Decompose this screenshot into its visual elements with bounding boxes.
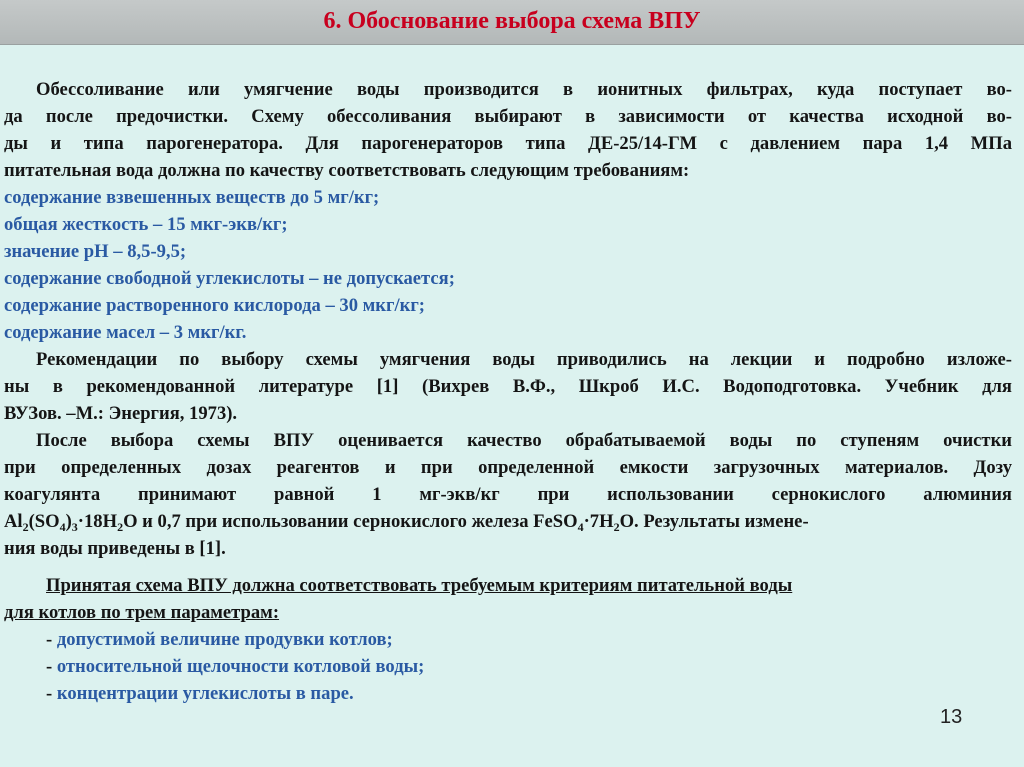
requirement-item: содержание взвешенных веществ до 5 мг/кг; bbox=[4, 187, 380, 208]
formula-sub: 4 bbox=[577, 520, 584, 534]
formula-line bbox=[4, 508, 1012, 535]
intro-line: питательная вода должна по качеству соответствовать следующим требованиям: bbox=[4, 160, 690, 181]
requirement-item: общая жесткость – 15 мкг-экв/кг; bbox=[4, 214, 288, 235]
requirement-item: содержание растворенного кислорода – 30 мкг/кг; bbox=[4, 295, 425, 316]
criterion-item bbox=[46, 626, 1012, 653]
intro-line: да после предочистки. Схему обессоливания выбирают в зависимости от качества исходной во- bbox=[4, 106, 1012, 127]
requirement-item: содержание масел – 3 мкг/кг. bbox=[4, 322, 247, 343]
accepted-line: Принятая схема ВПУ должна соответствовать требуемым критериям питательной воды bbox=[46, 575, 793, 596]
recommend-line: Рекомендации по выбору схемы умягчения воды приводились на лекции и подробно изложе- bbox=[36, 349, 1012, 370]
intro-line: Обессоливание или умягчение воды производится в ионитных фильтрах, куда поступает во- bbox=[36, 79, 1012, 100]
quality-line: После выбора схемы ВПУ оценивается качество обрабатываемой воды по ступеням очистки bbox=[36, 430, 1012, 451]
criterion-text: допустимой величине продувки котлов; bbox=[56, 629, 393, 650]
formula-sub: 4 bbox=[59, 520, 66, 534]
quality-line: при определенных дозах реагентов и при определенной емкости загрузочных материалов. Дозу bbox=[4, 457, 1012, 478]
criterion-dash: - bbox=[46, 683, 53, 704]
formula-sub: 3 bbox=[71, 520, 78, 534]
recommend-line: ВУЗов. –М.: Энергия, 1973). bbox=[4, 403, 238, 424]
page-number: 13 bbox=[940, 706, 963, 728]
formula-sub: 2 bbox=[613, 520, 620, 534]
accepted-line: для котлов по трем параметрам: bbox=[4, 602, 280, 623]
title-bar bbox=[0, 0, 1024, 45]
formula-part: ·7H bbox=[583, 511, 614, 532]
criterion-dash: - bbox=[46, 629, 53, 650]
requirement-item: значение pH – 8,5-9,5; bbox=[4, 241, 187, 262]
criterion-text: концентрации углекислоты в паре. bbox=[56, 683, 354, 704]
formula-part: ) bbox=[65, 511, 72, 532]
slide-content bbox=[4, 76, 1012, 707]
slide-title: 6. Обоснование выбора схема ВПУ bbox=[323, 8, 701, 34]
formula-part: (SO bbox=[28, 511, 60, 532]
formula-part: O и 0,7 при использовании сернокислого железа FeSO bbox=[123, 511, 578, 532]
criterion-text: относительной щелочности котловой воды; bbox=[56, 656, 425, 677]
criterion-item bbox=[46, 653, 1012, 680]
accepted-scheme-section bbox=[4, 572, 1012, 707]
results-line: ния воды приведены в [1]. bbox=[4, 538, 226, 559]
formula-part: O. Результаты измене- bbox=[619, 511, 809, 532]
recommend-line: ны в рекомендованной литературе [1] (Вихрев В.Ф., Шкроб И.С. Водоподготовка. Учебник для bbox=[4, 376, 1012, 397]
formula-sub: 2 bbox=[22, 520, 29, 534]
criterion-item bbox=[46, 680, 1012, 707]
requirement-item: содержание свободной углекислоты – не допускается; bbox=[4, 268, 455, 289]
criterion-dash: - bbox=[46, 656, 53, 677]
formula-sub: 2 bbox=[117, 520, 124, 534]
formula-part: ·18H bbox=[77, 511, 118, 532]
quality-line: коагулянта принимают равной 1 мг-экв/кг при использовании сернокислого алюминия bbox=[4, 484, 1012, 505]
intro-line: ды и типа парогенератора. Для парогенераторов типа ДЕ-25/14-ГМ с давлением пара 1,4 МПа bbox=[4, 133, 1012, 154]
formula-part: Al bbox=[4, 511, 23, 532]
